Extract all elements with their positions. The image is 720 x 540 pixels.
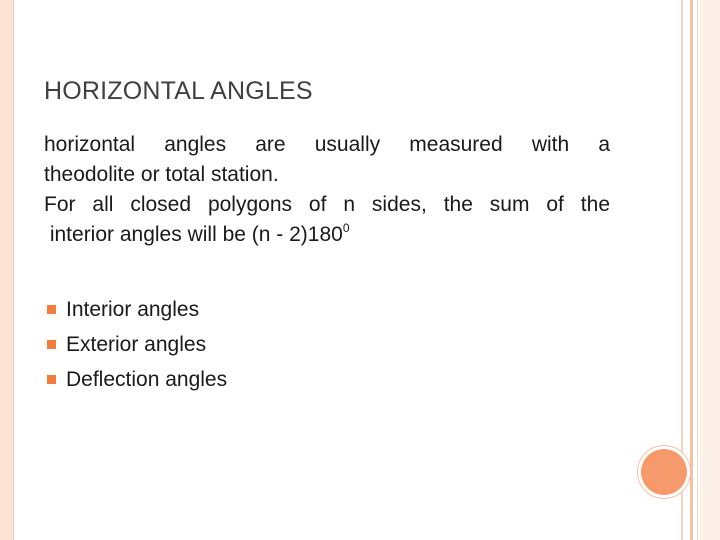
- paragraph-line: horizontal angles are usually measured with a: [44, 133, 610, 156]
- list-item-label: Interior angles: [66, 297, 200, 321]
- list-item: [44, 327, 227, 362]
- formula-text: interior angles will be (n - 2)180: [44, 223, 343, 246]
- right-border-band: [700, 0, 720, 540]
- list-item-label: Exterior angles: [66, 332, 207, 356]
- paragraph-line: [44, 220, 610, 250]
- slide-body: [44, 130, 610, 250]
- right-border-line-inner: [690, 0, 693, 540]
- list-item: [44, 292, 227, 327]
- square-bullet-icon: [47, 340, 56, 349]
- square-bullet-icon: [47, 305, 56, 314]
- slide-title: HORIZONTAL ANGLES: [44, 77, 313, 105]
- square-bullet-icon: [47, 375, 56, 384]
- paragraph-polygon-sum: [44, 190, 610, 250]
- degree-superscript: 0: [342, 221, 350, 235]
- left-border-band: [0, 0, 13, 540]
- paragraph-line: theodolite or total station.: [44, 163, 279, 186]
- decorative-circle: [641, 449, 687, 495]
- right-border-line-thin: [697, 0, 698, 540]
- paragraph-measurement: [44, 130, 610, 190]
- paragraph-line: For all closed polygons of n sides, the sum of the: [44, 193, 610, 216]
- list-item: [44, 362, 227, 397]
- list-item-label: Deflection angles: [66, 367, 228, 391]
- left-border-line: [13, 0, 14, 540]
- bullet-list: [44, 292, 227, 397]
